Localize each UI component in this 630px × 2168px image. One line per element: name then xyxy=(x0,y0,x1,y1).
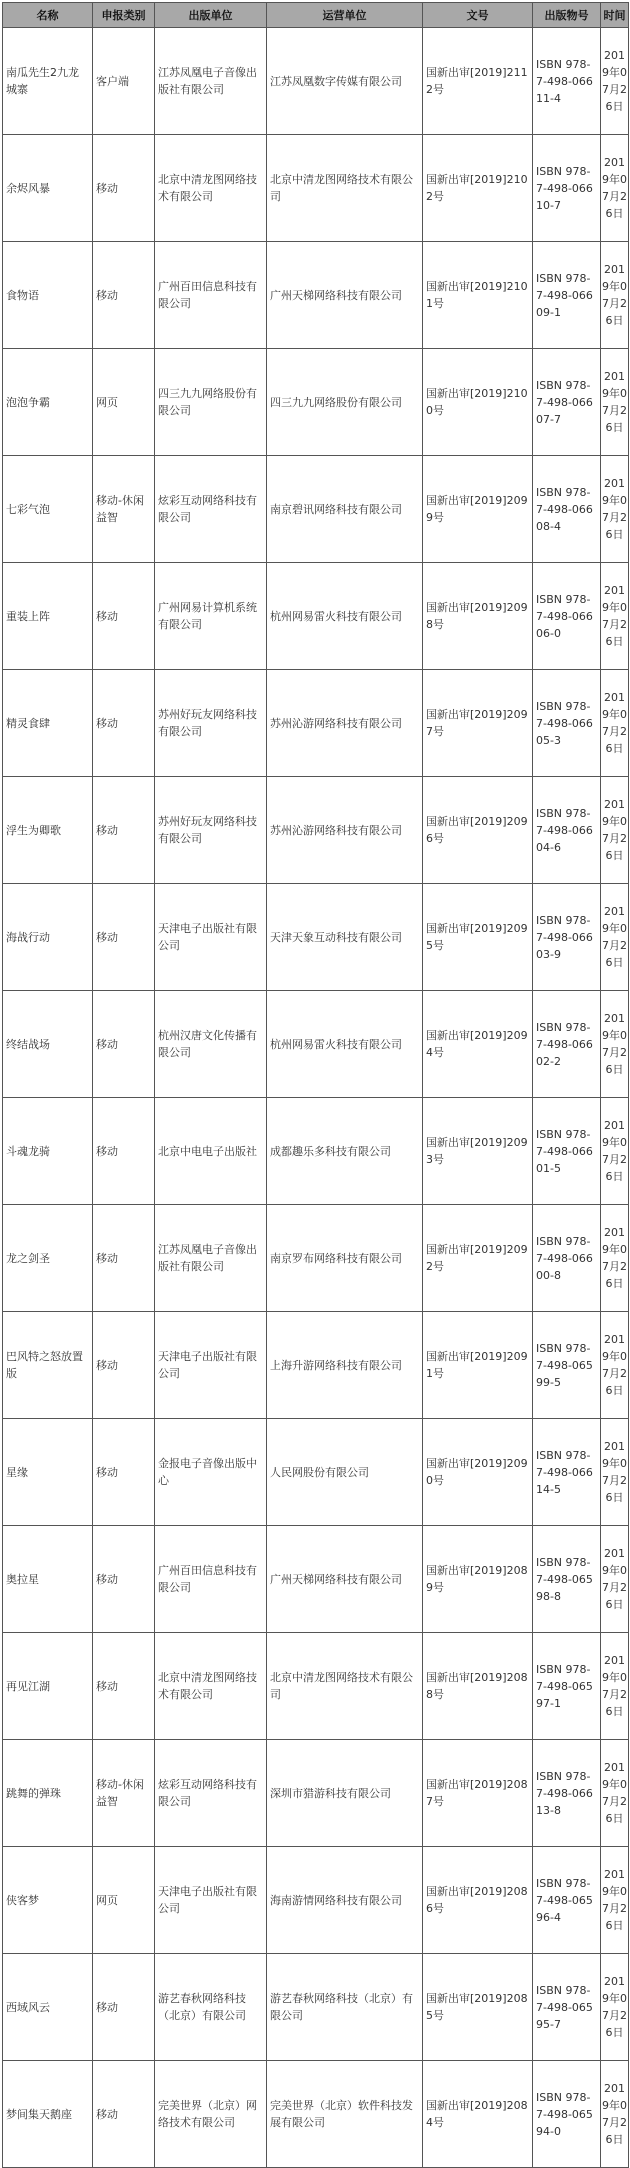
cell-name: 侠客梦 xyxy=(3,1847,93,1954)
cell-name: 南瓜先生2九龙城寨 xyxy=(3,28,93,135)
table-row xyxy=(3,884,629,991)
cell-doc-number: 国新出审[2019]2097号 xyxy=(423,670,533,777)
cell-publisher: 苏州好玩友网络科技有限公司 xyxy=(155,670,267,777)
cell-name: 海战行动 xyxy=(3,884,93,991)
cell-operator: 广州天梯网络科技有限公司 xyxy=(267,1526,423,1633)
cell-publisher: 广州网易计算机系统有限公司 xyxy=(155,563,267,670)
cell-publisher: 北京中清龙图网络技术有限公司 xyxy=(155,1633,267,1740)
cell-operator: 杭州网易雷火科技有限公司 xyxy=(267,991,423,1098)
table-row xyxy=(3,1312,629,1419)
cell-doc-number: 国新出审[2019]2112号 xyxy=(423,28,533,135)
cell-date: 2019年07月26日 xyxy=(601,456,629,563)
cell-date: 2019年07月26日 xyxy=(601,242,629,349)
header-name: 名称 xyxy=(3,3,93,28)
cell-name: 跳舞的弹珠 xyxy=(3,1740,93,1847)
approval-table xyxy=(2,2,629,2168)
cell-operator: 深圳市猎游科技有限公司 xyxy=(267,1740,423,1847)
cell-doc-number: 国新出审[2019]2096号 xyxy=(423,777,533,884)
table-row xyxy=(3,1526,629,1633)
cell-name: 龙之剑圣 xyxy=(3,1205,93,1312)
cell-type: 客户端 xyxy=(93,28,155,135)
cell-publisher: 江苏凤凰电子音像出版社有限公司 xyxy=(155,1205,267,1312)
cell-type: 移动 xyxy=(93,1954,155,2061)
cell-isbn: ISBN 978-7-498-06594-0 xyxy=(533,2061,601,2168)
cell-isbn: ISBN 978-7-498-06607-7 xyxy=(533,349,601,456)
cell-date: 2019年07月26日 xyxy=(601,28,629,135)
cell-type: 移动 xyxy=(93,1419,155,1526)
cell-date: 2019年07月26日 xyxy=(601,991,629,1098)
cell-isbn: ISBN 978-7-498-06596-4 xyxy=(533,1847,601,1954)
cell-name: 食物语 xyxy=(3,242,93,349)
cell-name: 余烬风暴 xyxy=(3,135,93,242)
cell-publisher: 江苏凤凰电子音像出版社有限公司 xyxy=(155,28,267,135)
cell-date: 2019年07月26日 xyxy=(601,1847,629,1954)
cell-name: 巴风特之怒放置版 xyxy=(3,1312,93,1419)
table-row xyxy=(3,1419,629,1526)
table-body xyxy=(3,28,629,2168)
cell-isbn: ISBN 978-7-498-06606-0 xyxy=(533,563,601,670)
cell-operator: 南京碧讯网络科技有限公司 xyxy=(267,456,423,563)
cell-doc-number: 国新出审[2019]2101号 xyxy=(423,242,533,349)
header-date: 时间 xyxy=(601,3,629,28)
cell-type: 移动-休闲益智 xyxy=(93,456,155,563)
cell-doc-number: 国新出审[2019]2087号 xyxy=(423,1740,533,1847)
cell-date: 2019年07月26日 xyxy=(601,563,629,670)
table-row xyxy=(3,670,629,777)
cell-operator: 北京中清龙图网络技术有限公司 xyxy=(267,135,423,242)
cell-publisher: 苏州好玩友网络科技有限公司 xyxy=(155,777,267,884)
cell-publisher: 炫彩互动网络科技有限公司 xyxy=(155,1740,267,1847)
cell-publisher: 完美世界（北京）网络技术有限公司 xyxy=(155,2061,267,2168)
cell-type: 移动 xyxy=(93,1633,155,1740)
cell-date: 2019年07月26日 xyxy=(601,777,629,884)
table-row xyxy=(3,1740,629,1847)
cell-doc-number: 国新出审[2019]2100号 xyxy=(423,349,533,456)
cell-operator: 天津天象互动科技有限公司 xyxy=(267,884,423,991)
table-row xyxy=(3,2061,629,2168)
cell-operator: 成都趣乐多科技有限公司 xyxy=(267,1098,423,1205)
cell-date: 2019年07月26日 xyxy=(601,135,629,242)
cell-name: 浮生为卿歌 xyxy=(3,777,93,884)
table-row xyxy=(3,777,629,884)
cell-type: 移动 xyxy=(93,777,155,884)
cell-date: 2019年07月26日 xyxy=(601,670,629,777)
table-row xyxy=(3,1633,629,1740)
cell-publisher: 北京中电电子出版社 xyxy=(155,1098,267,1205)
table-row xyxy=(3,456,629,563)
cell-type: 移动 xyxy=(93,1312,155,1419)
cell-isbn: ISBN 978-7-498-06609-1 xyxy=(533,242,601,349)
cell-date: 2019年07月26日 xyxy=(601,1954,629,2061)
cell-isbn: ISBN 978-7-498-06602-2 xyxy=(533,991,601,1098)
cell-isbn: ISBN 978-7-498-06613-8 xyxy=(533,1740,601,1847)
cell-publisher: 天津电子出版社有限公司 xyxy=(155,884,267,991)
cell-name: 奥拉星 xyxy=(3,1526,93,1633)
cell-isbn: ISBN 978-7-498-06599-5 xyxy=(533,1312,601,1419)
cell-doc-number: 国新出审[2019]2086号 xyxy=(423,1847,533,1954)
cell-doc-number: 国新出审[2019]2091号 xyxy=(423,1312,533,1419)
cell-date: 2019年07月26日 xyxy=(601,1633,629,1740)
cell-type: 移动 xyxy=(93,1098,155,1205)
cell-isbn: ISBN 978-7-498-06608-4 xyxy=(533,456,601,563)
cell-doc-number: 国新出审[2019]2098号 xyxy=(423,563,533,670)
cell-name: 七彩气泡 xyxy=(3,456,93,563)
cell-operator: 南京罗布网络科技有限公司 xyxy=(267,1205,423,1312)
header-publisher: 出版单位 xyxy=(155,3,267,28)
cell-operator: 人民网股份有限公司 xyxy=(267,1419,423,1526)
cell-isbn: ISBN 978-7-498-06611-4 xyxy=(533,28,601,135)
cell-type: 移动 xyxy=(93,670,155,777)
cell-date: 2019年07月26日 xyxy=(601,1205,629,1312)
cell-isbn: ISBN 978-7-498-06595-7 xyxy=(533,1954,601,2061)
table-row xyxy=(3,1847,629,1954)
cell-name: 梦间集天鹅座 xyxy=(3,2061,93,2168)
cell-name: 西域风云 xyxy=(3,1954,93,2061)
table-header xyxy=(3,3,629,28)
cell-operator: 四三九九网络股份有限公司 xyxy=(267,349,423,456)
cell-doc-number: 国新出审[2019]2092号 xyxy=(423,1205,533,1312)
cell-isbn: ISBN 978-7-498-06600-8 xyxy=(533,1205,601,1312)
cell-name: 再见江湖 xyxy=(3,1633,93,1740)
cell-operator: 北京中清龙图网络技术有限公司 xyxy=(267,1633,423,1740)
cell-isbn: ISBN 978-7-498-06610-7 xyxy=(533,135,601,242)
cell-name: 终结战场 xyxy=(3,991,93,1098)
cell-isbn: ISBN 978-7-498-06597-1 xyxy=(533,1633,601,1740)
cell-type: 移动 xyxy=(93,563,155,670)
cell-date: 2019年07月26日 xyxy=(601,1098,629,1205)
table-row xyxy=(3,135,629,242)
cell-type: 移动 xyxy=(93,2061,155,2168)
cell-doc-number: 国新出审[2019]2088号 xyxy=(423,1633,533,1740)
header-operator: 运营单位 xyxy=(267,3,423,28)
cell-type: 移动 xyxy=(93,242,155,349)
cell-isbn: ISBN 978-7-498-06603-9 xyxy=(533,884,601,991)
cell-name: 重装上阵 xyxy=(3,563,93,670)
table-row xyxy=(3,991,629,1098)
cell-publisher: 天津电子出版社有限公司 xyxy=(155,1312,267,1419)
cell-publisher: 游艺春秋网络科技（北京）有限公司 xyxy=(155,1954,267,2061)
table-row xyxy=(3,1954,629,2061)
header-isbn: 出版物号 xyxy=(533,3,601,28)
cell-type: 移动 xyxy=(93,884,155,991)
cell-type: 移动 xyxy=(93,1526,155,1633)
cell-publisher: 广州百田信息科技有限公司 xyxy=(155,242,267,349)
cell-date: 2019年07月26日 xyxy=(601,1740,629,1847)
table-row xyxy=(3,1098,629,1205)
header-row xyxy=(3,3,629,28)
cell-doc-number: 国新出审[2019]2094号 xyxy=(423,991,533,1098)
cell-doc-number: 国新出审[2019]2089号 xyxy=(423,1526,533,1633)
cell-type: 移动 xyxy=(93,991,155,1098)
cell-type: 网页 xyxy=(93,349,155,456)
cell-isbn: ISBN 978-7-498-06598-8 xyxy=(533,1526,601,1633)
cell-publisher: 北京中清龙图网络技术有限公司 xyxy=(155,135,267,242)
cell-date: 2019年07月26日 xyxy=(601,349,629,456)
cell-doc-number: 国新出审[2019]2095号 xyxy=(423,884,533,991)
cell-type: 网页 xyxy=(93,1847,155,1954)
cell-type: 移动 xyxy=(93,135,155,242)
cell-doc-number: 国新出审[2019]2085号 xyxy=(423,1954,533,2061)
table-row xyxy=(3,563,629,670)
table-row xyxy=(3,1205,629,1312)
table-row xyxy=(3,242,629,349)
cell-name: 星缘 xyxy=(3,1419,93,1526)
cell-publisher: 广州百田信息科技有限公司 xyxy=(155,1526,267,1633)
table-row xyxy=(3,349,629,456)
cell-operator: 上海升游网络科技有限公司 xyxy=(267,1312,423,1419)
cell-operator: 游艺春秋网络科技（北京）有限公司 xyxy=(267,1954,423,2061)
cell-operator: 苏州沁游网络科技有限公司 xyxy=(267,777,423,884)
header-doc-number: 文号 xyxy=(423,3,533,28)
cell-operator: 杭州网易雷火科技有限公司 xyxy=(267,563,423,670)
cell-isbn: ISBN 978-7-498-06614-5 xyxy=(533,1419,601,1526)
cell-doc-number: 国新出审[2019]2102号 xyxy=(423,135,533,242)
cell-operator: 完美世界（北京）软件科技发展有限公司 xyxy=(267,2061,423,2168)
cell-operator: 苏州沁游网络科技有限公司 xyxy=(267,670,423,777)
cell-date: 2019年07月26日 xyxy=(601,1526,629,1633)
cell-operator: 海南游情网络科技有限公司 xyxy=(267,1847,423,1954)
cell-publisher: 天津电子出版社有限公司 xyxy=(155,1847,267,1954)
cell-operator: 广州天梯网络科技有限公司 xyxy=(267,242,423,349)
cell-publisher: 金报电子音像出版中心 xyxy=(155,1419,267,1526)
cell-date: 2019年07月26日 xyxy=(601,2061,629,2168)
cell-date: 2019年07月26日 xyxy=(601,1312,629,1419)
cell-isbn: ISBN 978-7-498-06605-3 xyxy=(533,670,601,777)
header-type: 申报类别 xyxy=(93,3,155,28)
cell-date: 2019年07月26日 xyxy=(601,1419,629,1526)
cell-publisher: 四三九九网络股份有限公司 xyxy=(155,349,267,456)
cell-doc-number: 国新出审[2019]2099号 xyxy=(423,456,533,563)
cell-doc-number: 国新出审[2019]2093号 xyxy=(423,1098,533,1205)
cell-name: 斗魂龙骑 xyxy=(3,1098,93,1205)
cell-type: 移动 xyxy=(93,1205,155,1312)
cell-isbn: ISBN 978-7-498-06604-6 xyxy=(533,777,601,884)
cell-publisher: 杭州汉唐文化传播有限公司 xyxy=(155,991,267,1098)
table-row xyxy=(3,28,629,135)
cell-type: 移动-休闲益智 xyxy=(93,1740,155,1847)
cell-date: 2019年07月26日 xyxy=(601,884,629,991)
cell-name: 泡泡争霸 xyxy=(3,349,93,456)
cell-publisher: 炫彩互动网络科技有限公司 xyxy=(155,456,267,563)
cell-name: 精灵食肆 xyxy=(3,670,93,777)
cell-isbn: ISBN 978-7-498-06601-5 xyxy=(533,1098,601,1205)
cell-operator: 江苏凤凰数字传媒有限公司 xyxy=(267,28,423,135)
cell-doc-number: 国新出审[2019]2090号 xyxy=(423,1419,533,1526)
cell-doc-number: 国新出审[2019]2084号 xyxy=(423,2061,533,2168)
